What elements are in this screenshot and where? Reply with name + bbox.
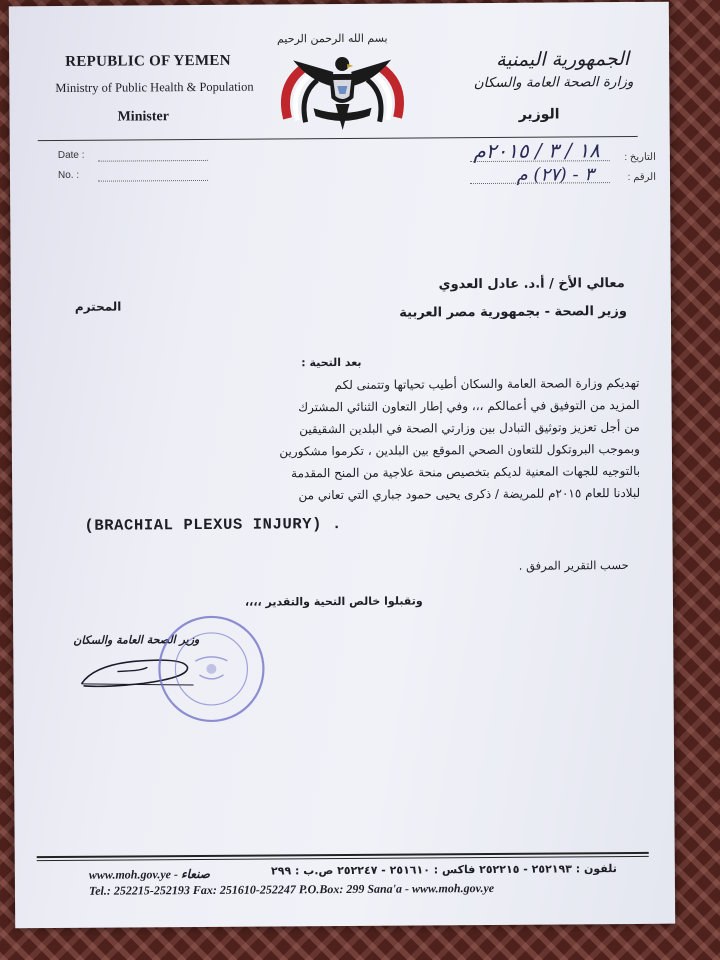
recipient-title: وزير الصحة - بجمهورية مصر العربية [399, 304, 627, 321]
signer-title: وزير الصحة العامة والسكان [73, 633, 200, 647]
honorific: المحترم [74, 299, 122, 314]
body-line: بالتوجيه للجهات المعنية لديكم بتخصيص منحة علاجية من المنح المقدمة [291, 463, 641, 481]
ministry-name-en: Ministry of Public Health & Population [55, 79, 254, 95]
no-label-ar: الرقم : [627, 171, 657, 183]
official-stamp-icon [155, 613, 268, 726]
body-line: وبموجب البروتكول للتعاون الصحي الموقع بين البلدين ، تكرموا مشكورين [279, 441, 640, 459]
recipient-name: معالي الأخ / أ.د. عادل العدوي [438, 276, 625, 293]
letter-paper [9, 2, 675, 929]
yemen-eagle-emblem-icon [273, 46, 412, 137]
no-label-en: No. : [57, 169, 80, 181]
republic-title-ar: الجمهورية اليمنية [496, 47, 630, 71]
minister-label-en: Minister [117, 109, 169, 125]
date-label-ar: التاريخ : [624, 151, 656, 164]
letter-body [103, 372, 640, 508]
basmala-calligraphy: بسم الله الرحمن الرحيم [276, 31, 388, 46]
greeting: بعد التحية : [301, 355, 362, 370]
body-line: المزيد من التوفيق في أعمالكم ،،، وفي إطار التعاون الثنائي المشترك [298, 397, 640, 415]
date-label-en: Date : [57, 149, 85, 161]
body-line: لبلادنا للعام ٢٠١٥م للمريضة / ذكرى يحيى حمود جباري التي تعاني من [298, 485, 641, 503]
ministry-name-ar: وزارة الصحة العامة والسكان [473, 73, 634, 92]
footer-contact-ar: تلفون : ٢٥٢١٩٣ - ٢٥٢٢١٥ فاكس : ٢٥١٦١٠ - ٢٥٢٢٤٧ ص.ب : ٢٩٩ [270, 862, 617, 878]
body-line: من أجل تعزيز وتوثيق التبادل بين وزارتي الصحة في البلدين الشقيقين [299, 419, 640, 437]
attachment-note: حسب التقرير المرفق . [518, 558, 629, 573]
minister-label-ar: الوزير [518, 106, 560, 123]
body-line: تهديكم وزارة الصحة العامة والسكان أطيب تحياتها وتتمنى لكم [334, 375, 640, 393]
footer-contact-en: Tel.: 252215-252193 Fax: 251610-252247 P.O.Box: 299 Sana'a - www.moh.gov.ye [88, 880, 495, 898]
date-dotted-line [98, 160, 208, 162]
closing-salutation: وتقبلوا خالص التحية والتقدير ،،،، [244, 594, 423, 609]
date-handwritten: ١٨ / ٣ / ٢٠١٥م [473, 138, 600, 164]
footer-website-ar: www.moh.gov.ye - صنعاء [88, 866, 210, 882]
diagnosis-english: (BRACHIAL PLEXUS INJURY) . [84, 515, 342, 535]
no-dotted-line [98, 180, 208, 182]
number-handwritten: ٣ - (٢٧) م [516, 164, 595, 186]
republic-title-en: REPUBLIC OF YEMEN [65, 52, 231, 70]
